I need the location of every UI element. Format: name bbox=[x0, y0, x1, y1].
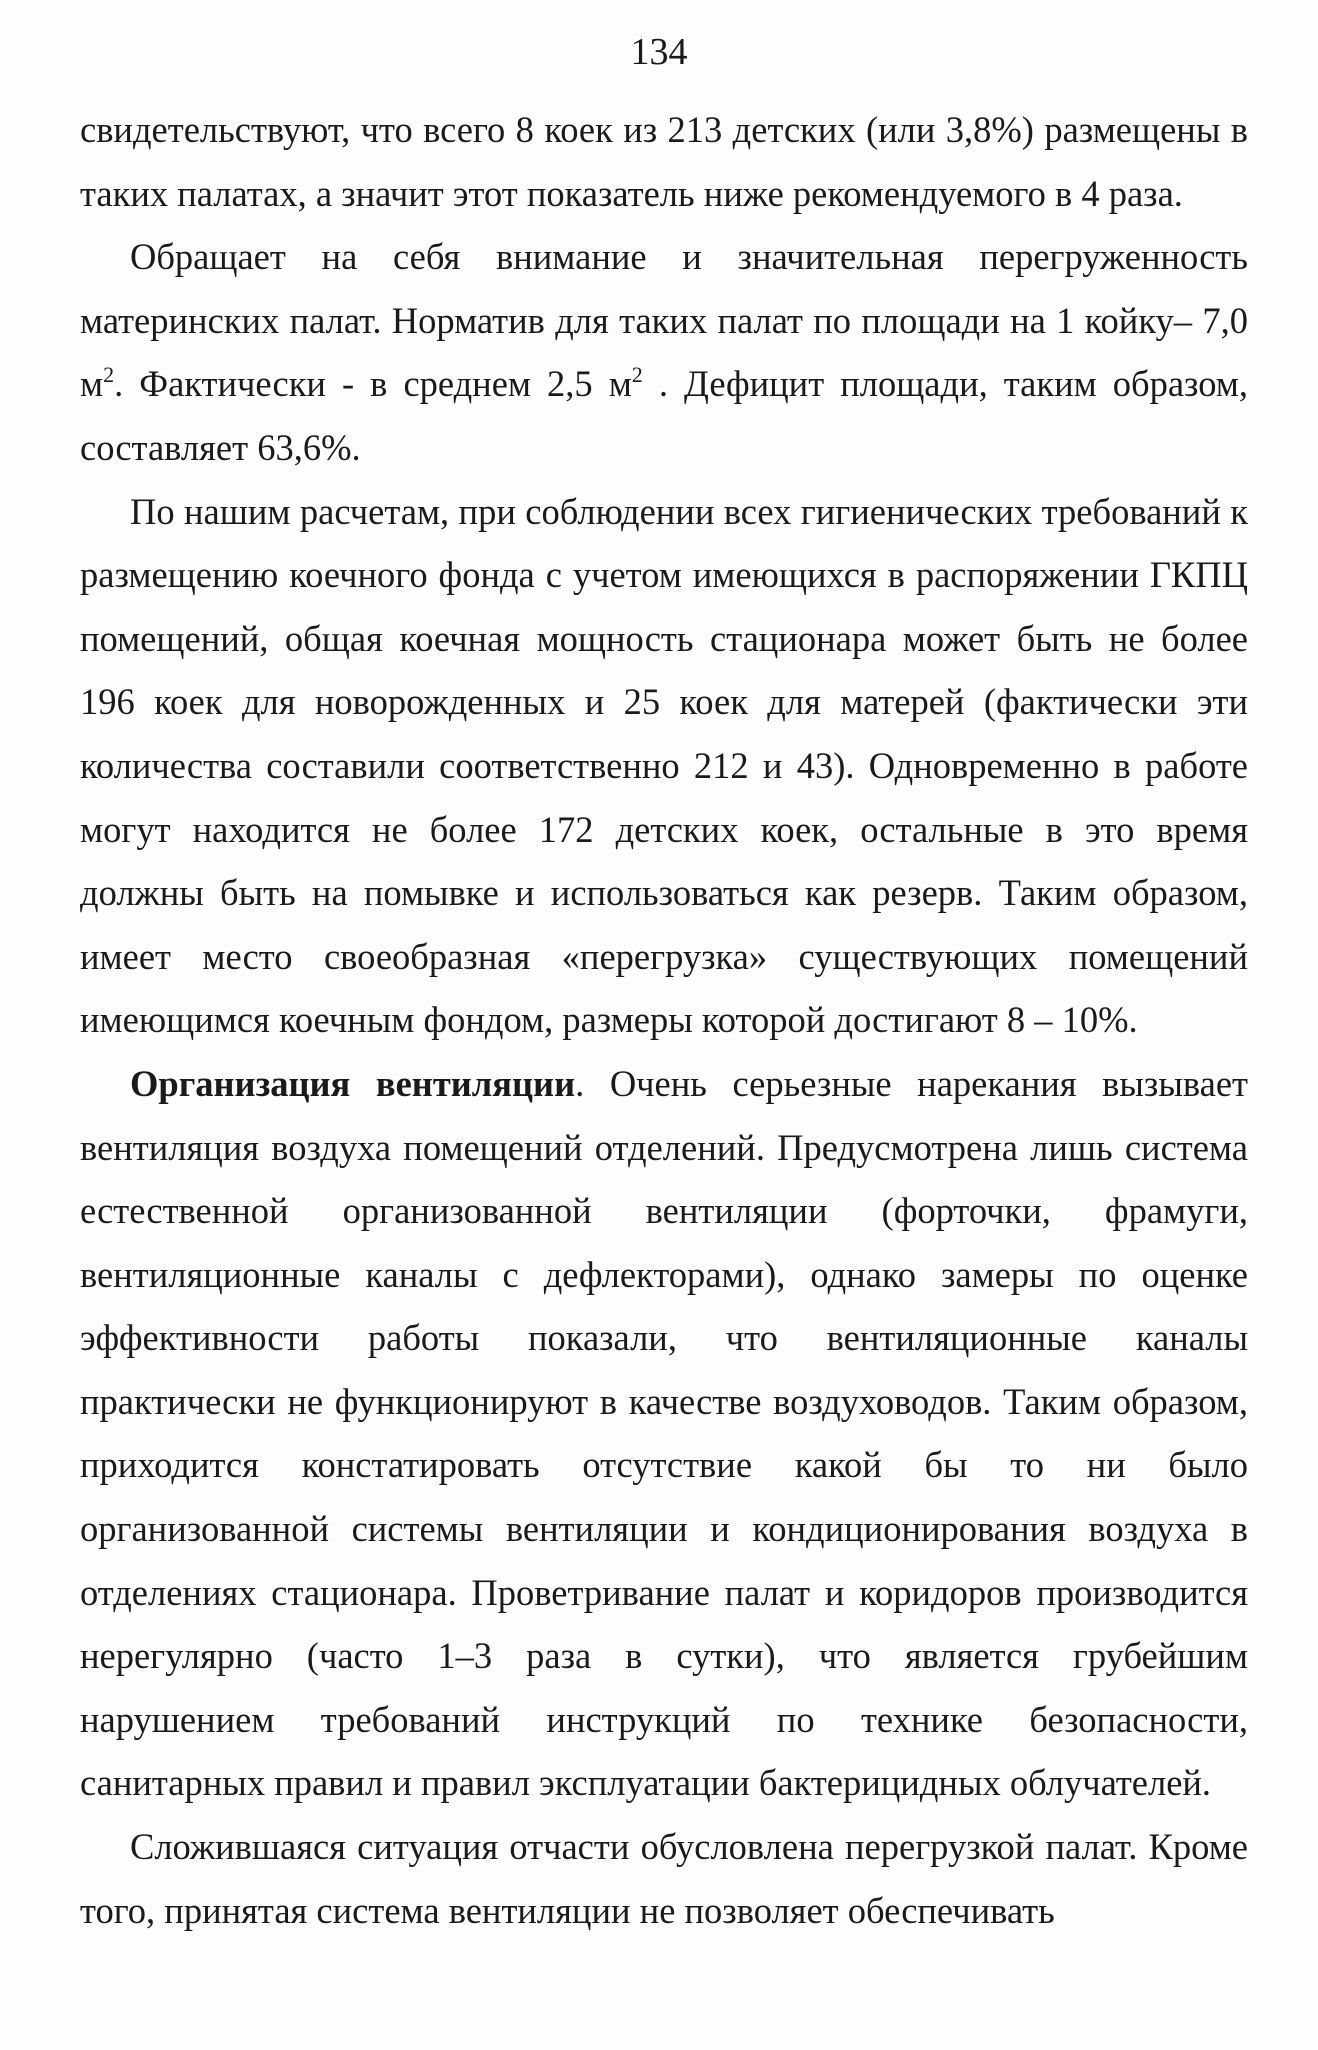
document-body bbox=[80, 98, 1248, 1942]
paragraph-5: Сложившаяся ситуация отчасти обусловлена перегрузкой палат. Кроме того, принятая система вентиляции не позволяет обеспечивать bbox=[80, 1826, 1248, 1931]
paragraph-2-text-b: . Фактически - в среднем 2,5 м bbox=[114, 363, 632, 405]
paragraph-4-text: . Очень серьезные нарекания вызывает вентиляция воздуха помещений отделений. Предусмотрена лишь система естественной организованной вентиляции (форточки, фрамуги, вентиляционные каналы с дефлекторами), однако замеры по оценке эффективности работы показали, что вентиляционные каналы практически не функционируют в качестве воздуховодов. Таким образом, приходится констатировать отсутствие какой бы то ни было организованной системы вентиляции и кондиционирования воздуха в отделениях стационара. Проветривание палат и коридоров производится нерегулярно (часто 1–3 раза в сутки), что является грубейшим нарушением требований инструкций по технике безопасности, санитарных правил и правил эксплуатации бактерицидных облучателей. bbox=[80, 1062, 1248, 1804]
superscript-square: 2 bbox=[103, 362, 115, 388]
paragraph-1: свидетельствуют, что всего 8 коек из 213 детских (или 3,8%) размещены в таких палатах, а значит этот показатель ниже рекомендуемого в 4 раза. bbox=[80, 109, 1248, 214]
paragraph-3: По нашим расчетам, при соблюдении всех гигиенических требований к размещению коечного фонда с учетом имеющихся в распоряжении ГКПЦ помещений, общая коечная мощность стационара может быть не более 196 коек для новорожденных и 25 коек для матерей (фактически эти количества составили соответственно 212 и 43). Одновременно в работе могут находится не более 172 детских коек, остальные в это время должны быть на помывке и использоваться как резерв. Таким образом, имеет место своеобразная «перегрузка» существующих помещений имеющимся коечным фондом, размеры которой достигают 8 – 10%. bbox=[80, 490, 1248, 1041]
paragraph-2-text-c: . Дефицит площади, таким образом, составляет 63,6%. bbox=[80, 363, 1249, 468]
paragraph-4 bbox=[80, 1052, 1248, 1815]
section-heading-ventilation: Организация вентиляции bbox=[130, 1062, 576, 1104]
paragraph-2 bbox=[80, 225, 1248, 479]
paragraph-2-text-a: Обращает на себя внимание и значительная перегруженность материнских палат. Норматив для таких палат по площади на 1 койку– 7,0 м bbox=[80, 236, 1248, 405]
page-number: 134 bbox=[630, 31, 688, 73]
superscript-square: 2 bbox=[631, 362, 643, 388]
